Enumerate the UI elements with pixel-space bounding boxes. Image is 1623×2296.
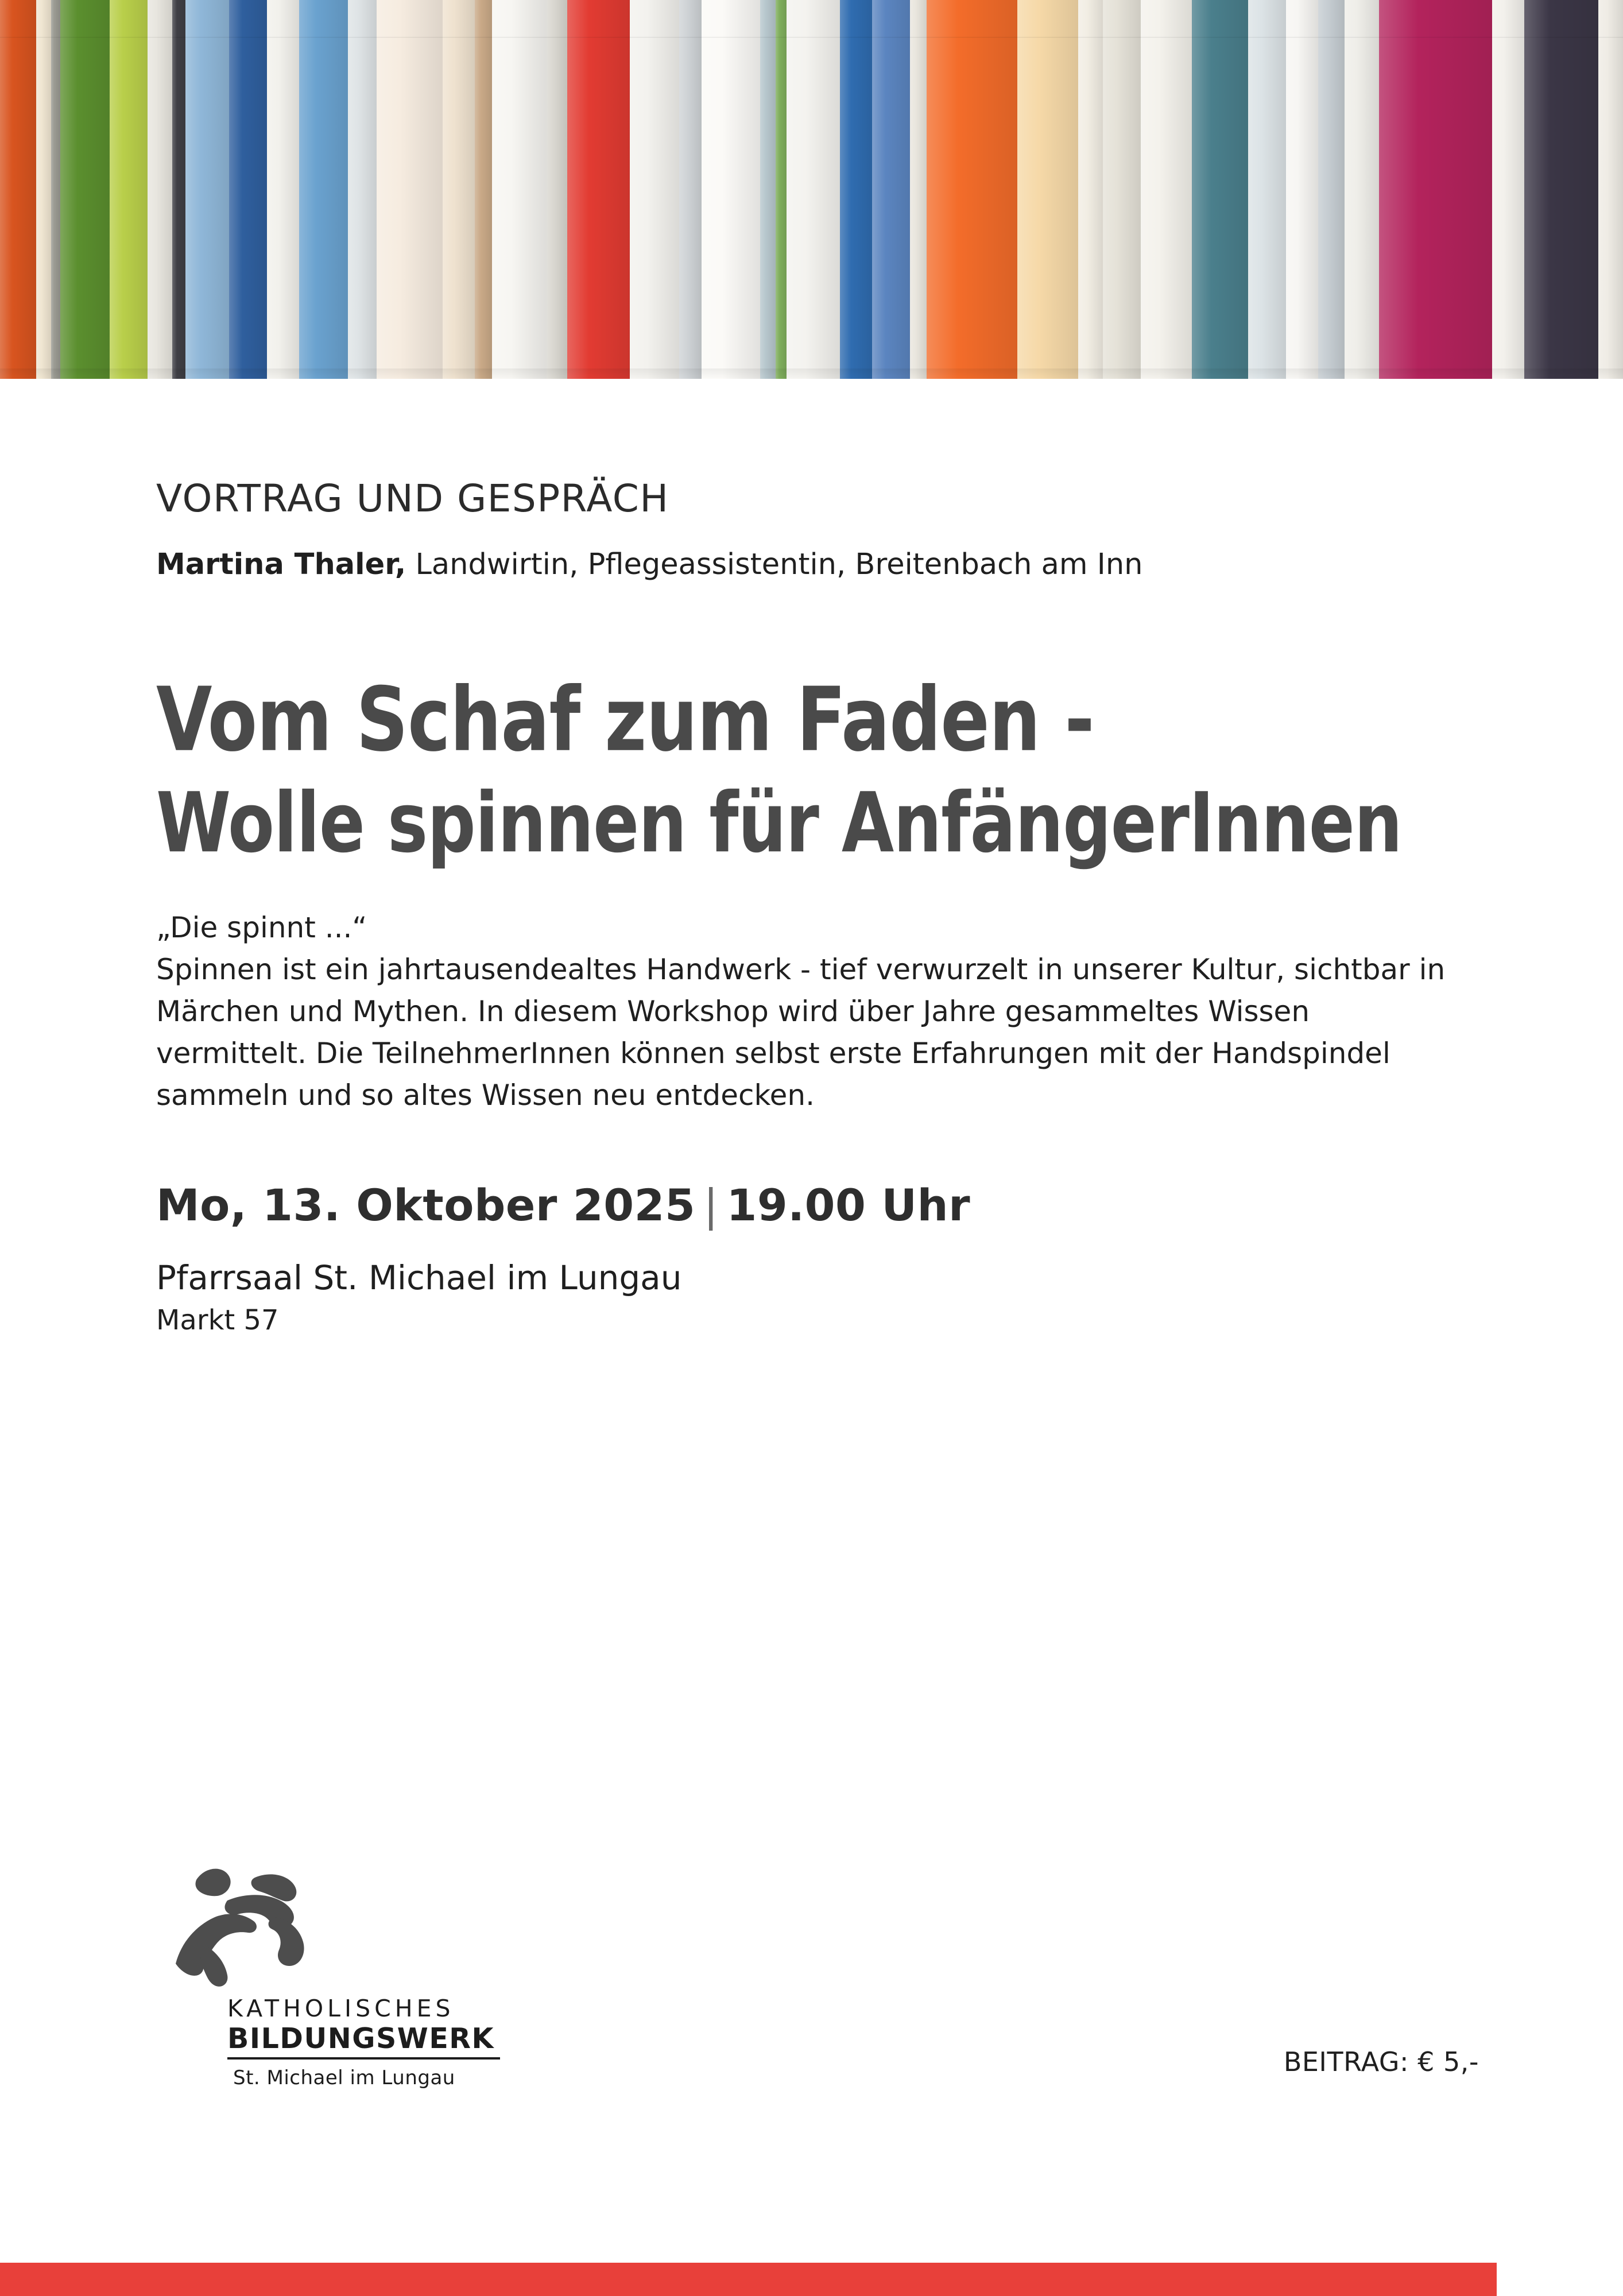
event-time: 19.00 Uhr: [726, 1180, 971, 1231]
book-spine: [547, 0, 567, 379]
page-title: [156, 668, 1477, 871]
book-spine: [1318, 0, 1345, 379]
book-spine: [702, 0, 760, 379]
book-spine: [630, 0, 679, 379]
book-spine: [148, 0, 172, 379]
description-quote: „Die spinnt ...“: [156, 911, 367, 945]
book-spines-banner-image: [0, 0, 1623, 379]
book-spine: [185, 0, 229, 379]
logo-line-katholisches: KATHOLISCHES: [227, 1995, 455, 2022]
book-spine: [110, 0, 148, 379]
event-datetime: [156, 1180, 1477, 1231]
title-line-1: Vom Schaf zum Faden -: [156, 668, 1094, 771]
book-spine: [229, 0, 267, 379]
book-spine: [1492, 0, 1524, 379]
book-spine: [377, 0, 443, 379]
title-line-2: Wolle spinnen für AnfängerInnen: [156, 774, 1402, 871]
book-spine: [760, 0, 775, 379]
book-spine: [1248, 0, 1286, 379]
book-spine: [1345, 0, 1378, 379]
book-spine: [1192, 0, 1249, 379]
book-spine: [927, 0, 1017, 379]
book-spine: [1017, 0, 1078, 379]
book-spine: [172, 0, 185, 379]
book-spine: [267, 0, 299, 379]
book-spine: [910, 0, 927, 379]
description-text: [156, 907, 1459, 1116]
speaker-details: Landwirtin, Pflegeassistentin, Breitenbach am Inn: [406, 548, 1143, 581]
book-spine: [1598, 0, 1623, 379]
description-body: Spinnen ist ein jahrtausendealtes Handwerk - tief verwurzelt in unserer Kultur, sichtbar in Märchen und Mythen. In diesem Workshop wird über Jahre gesammeltes Wissen vermittelt. Die TeilnehmerInnen können selbst erste Erfahrungen mit der Handspindel sammeln und so altes Wissen neu entdecken.: [156, 953, 1446, 1112]
event-street: Markt 57: [156, 1304, 279, 1337]
book-spine: [1286, 0, 1318, 379]
book-spine: [60, 0, 110, 379]
book-spine: [348, 0, 376, 379]
book-spine: [787, 0, 839, 379]
book-spine: [1103, 0, 1141, 379]
footer: [135, 1845, 1490, 2092]
event-venue: Pfarrsaal St. Michael im Lungau: [156, 1258, 682, 1298]
book-spine: [51, 0, 60, 379]
book-spine: [492, 0, 547, 379]
book-spine: [679, 0, 702, 379]
logo-line-location: St. Michael im Lungau: [233, 2066, 455, 2089]
kicker-label: VORTRAG UND GESPRÄCH: [156, 476, 669, 521]
logo-line-bildungswerk: BILDUNGSWERK: [227, 2022, 500, 2060]
book-spine: [475, 0, 492, 379]
datetime-separator: |: [703, 1180, 719, 1231]
scan-artifact-line: [0, 37, 1623, 38]
book-spine: [299, 0, 348, 379]
book-spine: [0, 0, 36, 379]
book-spine: [872, 0, 910, 379]
speaker-name: Martina Thaler,: [156, 548, 406, 581]
bottom-red-bar: [0, 2263, 1623, 2296]
book-spine: [36, 0, 51, 379]
book-spine: [776, 0, 787, 379]
bildungswerk-figure-icon: [141, 1845, 382, 1989]
speaker-line: [156, 547, 1477, 582]
poster-content: [156, 476, 1477, 1336]
book-spine: [1524, 0, 1598, 379]
book-spine: [840, 0, 872, 379]
fee-label: BEITRAG: € 5,-: [1283, 2046, 1479, 2077]
event-date: Mo, 13. Oktober 2025: [156, 1180, 696, 1231]
book-spine: [1078, 0, 1103, 379]
book-spine: [1379, 0, 1493, 379]
book-spine: [1141, 0, 1192, 379]
bottom-bar-notch: [1497, 2263, 1623, 2296]
banner-bottom-shadow: [0, 369, 1623, 379]
organization-logo: [135, 1845, 537, 2089]
book-spine: [443, 0, 475, 379]
book-spine: [567, 0, 630, 379]
